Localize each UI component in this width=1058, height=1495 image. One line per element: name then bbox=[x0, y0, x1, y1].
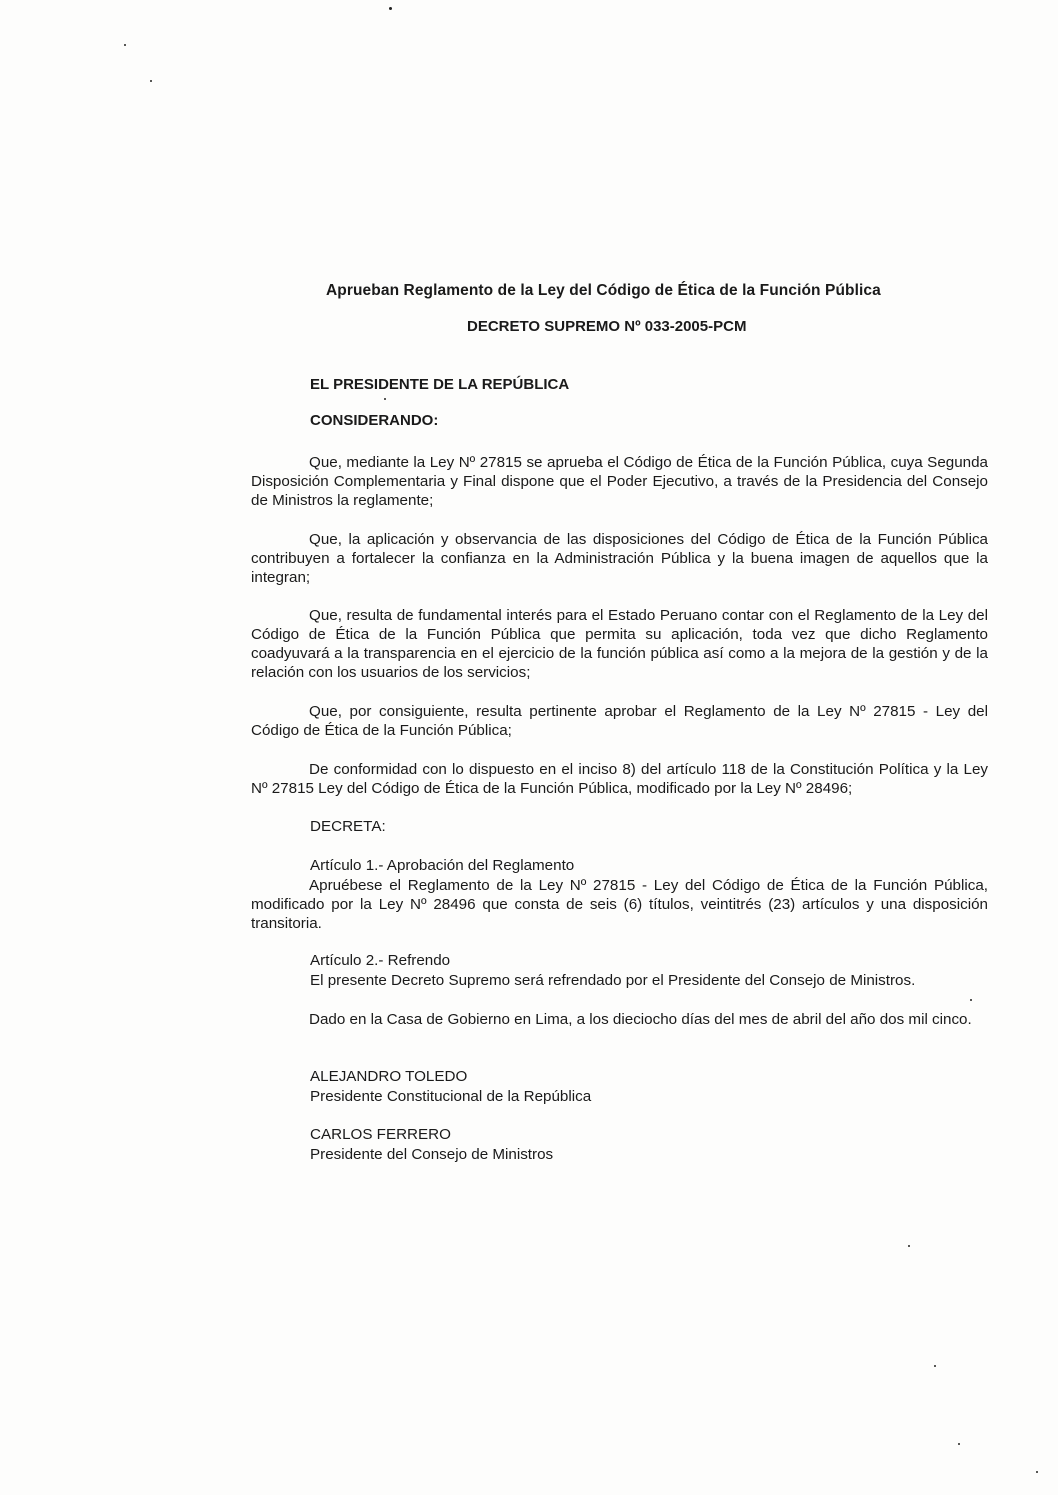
scan-speck bbox=[124, 44, 126, 46]
article-1-body: Apruébese el Reglamento de la Ley Nº 27815 - Ley del Código de Ética de la Función Pública, modificado por la Ley Nº 28496 que consta de seis (6) títulos, veintitrés (23) artículos y una disposición transitoria. bbox=[251, 877, 988, 932]
article-2-body: El presente Decreto Supremo será refrendado por el Presidente del Consejo de Ministros. bbox=[310, 972, 916, 989]
considerando-heading: CONSIDERANDO: bbox=[310, 412, 439, 429]
decreta-label: DECRETA: bbox=[310, 818, 386, 835]
paragraph-4: Que, por consiguiente, resulta pertinente aprobar el Reglamento de la Ley Nº 27815 - Ley del Código de Ética de la Función Pública; bbox=[251, 703, 988, 739]
signer-1-name: ALEJANDRO TOLEDO bbox=[310, 1068, 468, 1085]
scan-speck bbox=[958, 1443, 960, 1445]
paragraph-1: Que, mediante la Ley Nº 27815 se aprueba el Código de Ética de la Función Pública, cuya Segunda Disposición Complementaria y Final dispone que el Poder Ejecutivo, a través de la Presidencia del Consejo de Ministros la reglamente; bbox=[251, 454, 988, 509]
decree-number: DECRETO SUPREMO Nº 033-2005-PCM bbox=[467, 318, 747, 335]
scan-speck bbox=[1036, 1471, 1038, 1473]
scan-speck bbox=[150, 80, 152, 82]
paragraph-3: Que, resulta de fundamental interés para el Estado Peruano contar con el Reglamento de la Ley del Código de Ética de la Función Pública que permita su aplicación, toda vez que dicho Reglamento coadyuvará a la transparencia en el ejercicio de la función pública así como a la mejora de la gestión y de la relación con los usuarios de los servicios; bbox=[251, 607, 988, 681]
document-title: Aprueban Reglamento de la Ley del Código de Ética de la Función Pública bbox=[326, 282, 881, 299]
dado-paragraph: Dado en la Casa de Gobierno en Lima, a los dieciocho días del mes de abril del año dos mil cinco. bbox=[309, 1011, 972, 1028]
signer-2-name: CARLOS FERRERO bbox=[310, 1126, 451, 1143]
article-1-heading: Artículo 1.- Aprobación del Reglamento bbox=[310, 857, 575, 874]
signer-2-title: Presidente del Consejo de Ministros bbox=[310, 1146, 554, 1163]
signer-1-title: Presidente Constitucional de la República bbox=[310, 1088, 592, 1105]
paragraph-2: Que, la aplicación y observancia de las disposiciones del Código de Ética de la Función Pública contribuyen a fortalecer la confianza en la Administración Pública y la buena imagen de aquellos que la integran; bbox=[251, 531, 988, 586]
scan-speck bbox=[970, 999, 972, 1001]
scan-speck bbox=[384, 398, 386, 400]
president-heading: EL PRESIDENTE DE LA REPÚBLICA bbox=[310, 376, 570, 393]
scan-speck bbox=[934, 1365, 936, 1367]
scan-speck bbox=[389, 7, 392, 10]
paragraph-5: De conformidad con lo dispuesto en el inciso 8) del artículo 118 de la Constitución Política y la Ley Nº 27815 Ley del Código de Ética de la Función Pública, modificado por la Ley Nº 28496; bbox=[251, 761, 988, 797]
scan-speck bbox=[908, 1245, 910, 1247]
article-2-heading: Artículo 2.- Refrendo bbox=[310, 952, 451, 969]
